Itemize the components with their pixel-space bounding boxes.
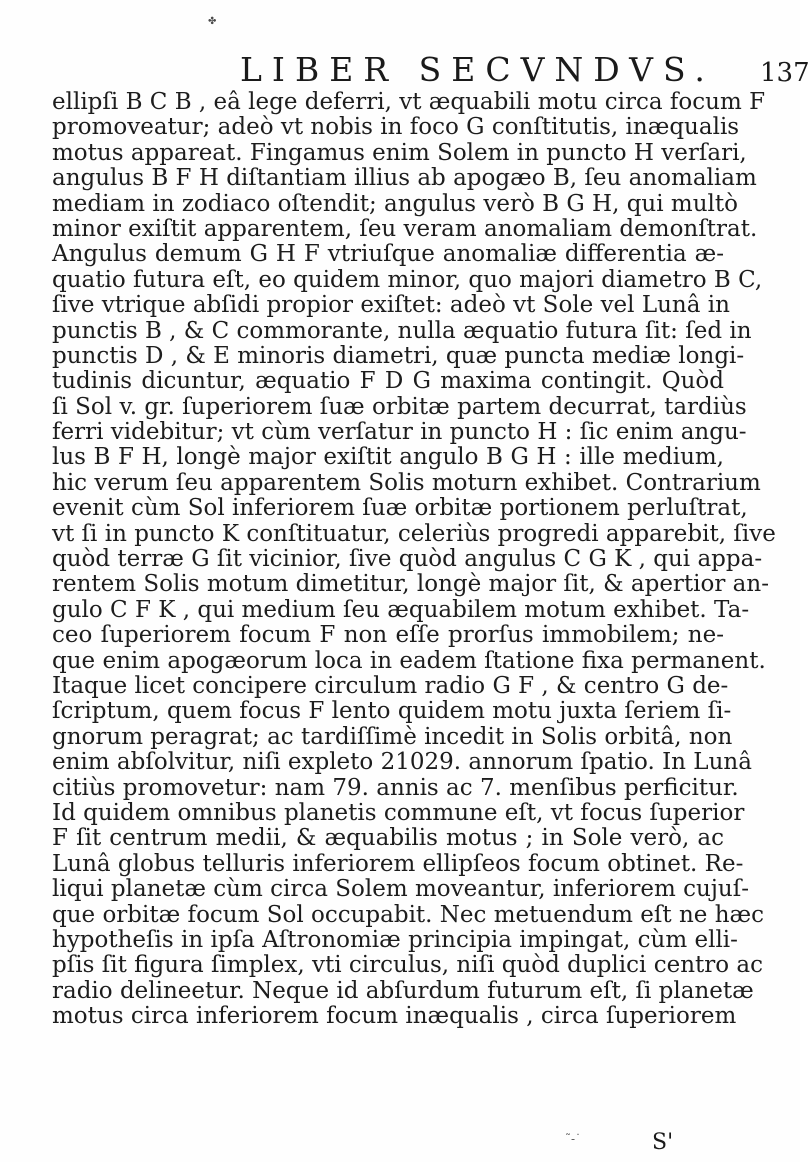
ornament-mark: ✤ [208, 16, 217, 27]
catchword: S' [652, 1130, 674, 1155]
text-line: gnorum peragrat; ac tardiſſimè incedit in Solis orbitâ, non [52, 723, 733, 750]
text-line: F ſit centrum medii, & æquabilis motus ; in Sole verò, ac [52, 825, 724, 852]
text-line: pſis ſit figura ſimplex, vti circulus, niſi quòd duplici centro ac [52, 952, 763, 979]
running-title: LIBER SECVNDVS. [240, 50, 715, 89]
text-line: minor exiſtit apparentem, ſeu veram anomaliam demonſtrat. [52, 215, 758, 242]
text-line: tudinis dicuntur, æquatio F D G maxima contingit. Quòd [52, 368, 724, 395]
text-line: ſi Sol v. gr. ſuperiorem ſuæ orbitæ partem decurrat, tardiùs [52, 393, 747, 420]
page-number: 137 [760, 58, 810, 88]
text-line: que enim apogæorum loca in eadem ſtatione fixa permanent. [52, 647, 766, 674]
signature-mark: ˜-˙ [565, 1132, 582, 1146]
text-line: motus appareat. Fingamus enim Solem in puncto H verſari, [52, 139, 747, 166]
running-head [240, 50, 810, 89]
text-line: punctis B , & C commorante, nulla æquatio futura ſit: ſed in [52, 317, 752, 344]
text-line: rentem Solis motum dimetitur, longè major ſit, & apertior an- [52, 571, 769, 598]
text-line: Lunâ globus telluris inferiorem ellipſeos focum obtinet. Re- [52, 850, 744, 877]
text-line: radio delineetur. Neque id abſurdum futurum eſt, ſi planetæ [52, 977, 754, 1004]
text-line: evenit cùm Sol inferiorem ſuæ orbitæ portionem perluſtrat, [52, 495, 748, 522]
text-line: ceo ſuperiorem focum F non eſſe prorſus immobilem; ne- [52, 622, 724, 649]
text-line: punctis D , & E minoris diametri, quæ puncta mediæ longi- [52, 342, 745, 369]
text-line: liqui planetæ cùm circa Solem moveantur, inferiorem cujuſ- [52, 876, 750, 903]
text-line: promoveatur; adeò vt nobis in foco G conſtitutis, inæqualis [52, 114, 740, 141]
text-line: hypotheſis in ipſa Aſtronomiæ principia impingat, cùm elli- [52, 926, 738, 953]
text-line: angulus B F H diſtantiam illius ab apogæo B, ſeu anomaliam [52, 165, 757, 192]
text-line: Itaque licet concipere circulum radio G F , & centro G de- [52, 672, 729, 699]
text-line: ſive vtrique abſidi propior exiſtet: adeò vt Sole vel Lunâ in [52, 292, 730, 319]
text-line: quatio futura eſt, eo quidem minor, quo majori diametro B C, [52, 266, 763, 293]
text-line: enim abſolvitur, niſi expleto 21029. annorum ſpatio. In Lunâ [52, 749, 752, 776]
text-line: gulo C F K , qui medium ſeu æquabilem motum exhibet. Ta- [52, 596, 750, 623]
text-line: hic verum ſeu apparentem Solis moturn exhibet. Contrarium [52, 469, 761, 496]
text-line: citiùs promovetur: nam 79. annis ac 7. menſibus perficitur. [52, 774, 739, 801]
text-line: ferri videbitur; vt cùm verſatur in puncto H : ſic enim angu- [52, 419, 747, 446]
text-line: vt ſi in puncto K conſtituatur, celeriùs progredi apparebit, ſive [52, 520, 776, 547]
body-text [52, 89, 776, 1030]
text-line: quòd terræ G ſit vicinior, ſive quòd angulus C G K , qui appa- [52, 546, 763, 573]
text-line: ellipſi B C B , eâ lege deferri, vt æquabili motu circa focum F [52, 89, 766, 115]
text-line: que orbitæ focum Sol occupabit. Nec metuendum eſt ne hæc [52, 901, 765, 928]
text-line: ſcriptum, quem focus F lento quidem motu juxta ſeriem ſi- [52, 698, 732, 725]
text-line: lus B F H, longè major exiſtit angulo B G H : ille medium, [52, 444, 724, 471]
text-line: Angulus demum G H F vtriuſque anomaliæ differentia æ- [52, 241, 724, 268]
text-line: motus circa inferiorem focum inæqualis , circa ſuperiorem [52, 1003, 737, 1030]
text-line: mediam in zodiaco oſtendit; angulus verò B G H, qui multò [52, 190, 738, 217]
text-line: Id quidem omnibus planetis commune eſt, vt focus ſuperior [52, 799, 745, 826]
